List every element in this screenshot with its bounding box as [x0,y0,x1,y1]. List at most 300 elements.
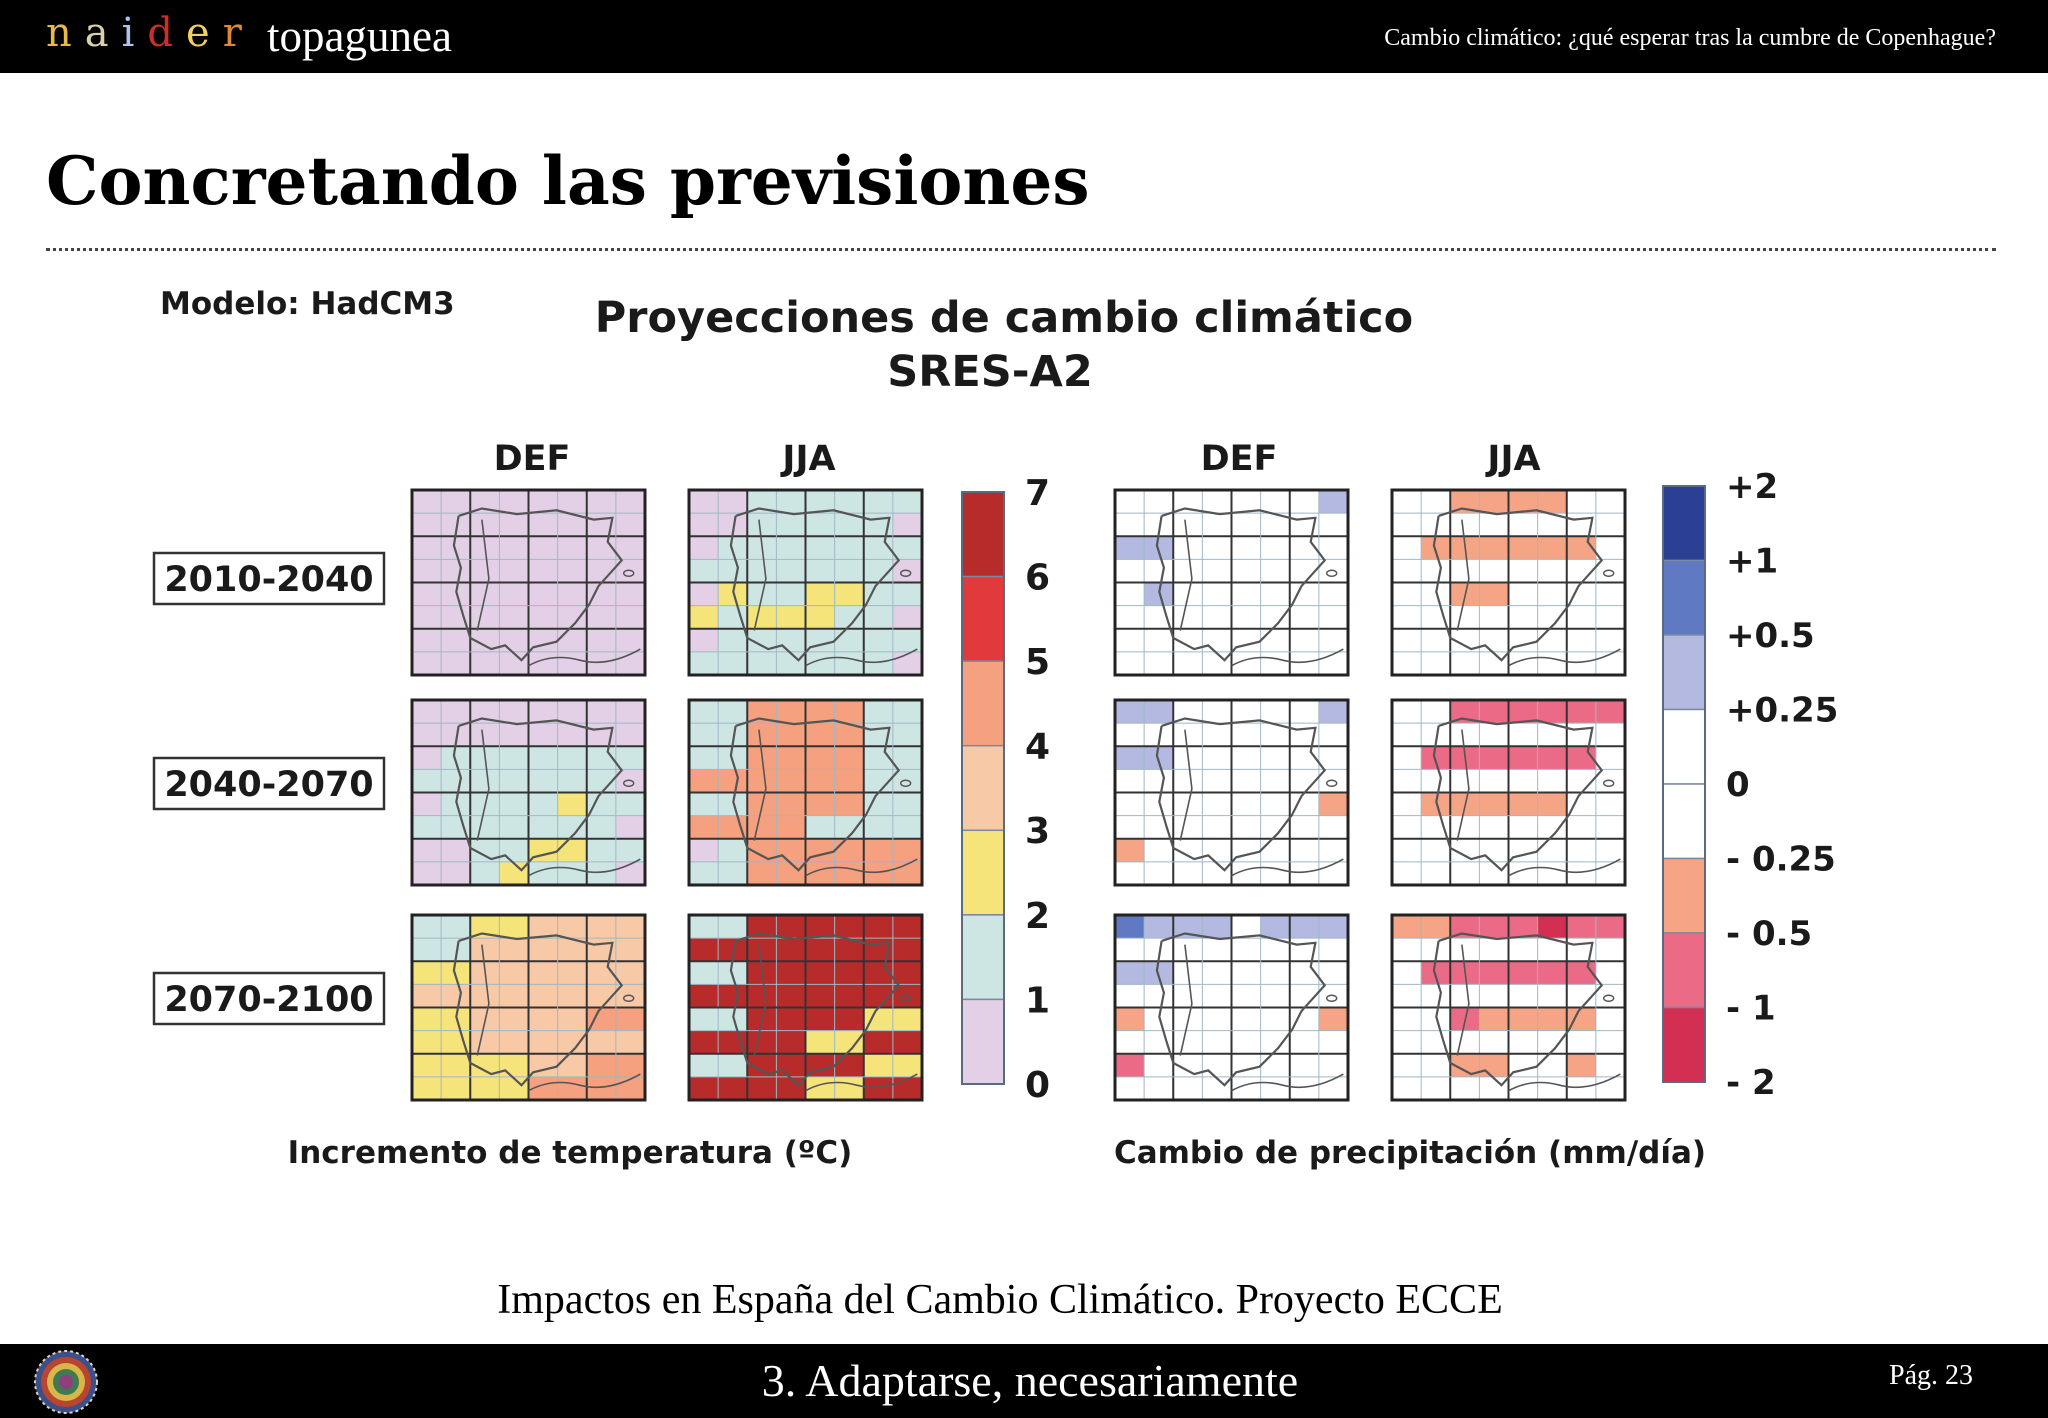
page-number: Pág. 23 [1889,1360,1973,1391]
temp-grid-cell [470,1077,499,1100]
precip-grid-cell [1479,793,1508,816]
temp-grid-cell [470,1031,499,1054]
temp-grid-cell [718,700,747,723]
temp-grid-cell [529,961,558,984]
temp-grid-cell [470,723,499,746]
temp-grid-cell [616,513,645,536]
temp-grid-cell [558,793,587,816]
temp-scale-segment [962,999,1004,1084]
precip-grid-cell [1261,839,1290,862]
temp-grid-cell [616,490,645,513]
precip-grid-cell [1509,961,1538,984]
temp-grid-cell [470,559,499,582]
temp-grid-cell [616,700,645,723]
temp-grid-cell [616,1077,645,1100]
temp-grid-cell [747,513,776,536]
temp-grid-cell [499,536,528,559]
precip-grid-cell [1232,583,1261,606]
temp-grid-cell [689,915,718,938]
temp-map-5 [689,915,922,1100]
balearic-islands [1604,995,1614,1001]
temp-grid-cell [893,746,922,769]
temp-grid-cell [835,984,864,1007]
temp-grid-cell [412,769,441,792]
precip-grid-cell [1202,536,1231,559]
temp-grid-cell [806,961,835,984]
temp-grid-cell [864,629,893,652]
temp-grid-cell [412,793,441,816]
precip-grid-cell [1319,915,1348,938]
precip-grid-cell [1232,961,1261,984]
temp-grid-cell [806,769,835,792]
precip-grid-cell [1392,700,1421,723]
temp-grid-cell [806,536,835,559]
temp-grid-cell [616,862,645,885]
temp-grid-cell [689,723,718,746]
precip-grid-cell [1115,629,1144,652]
precip-grid-cell [1232,746,1261,769]
temp-grid-cell [558,1077,587,1100]
temp-grid-cell [587,1077,616,1100]
temp-grid-cell [776,769,805,792]
precip-grid-cell [1596,1054,1625,1077]
temp-grid-cell [616,839,645,862]
precip-grid-cell [1144,700,1173,723]
temp-grid-cell [718,583,747,606]
temp-scale-tick-label: 1 [1025,980,1051,1022]
temp-grid-cell [776,536,805,559]
temp-map-0 [412,490,645,675]
temp-grid-cell [412,629,441,652]
temp-grid-cell [776,700,805,723]
temp-grid-cell [499,862,528,885]
temp-grid-cell [470,606,499,629]
precip-grid-cell [1115,583,1144,606]
precip-grid-cell [1290,839,1319,862]
precip-grid-cell [1319,1054,1348,1077]
temp-map-3 [689,700,922,885]
precip-grid-cell [1392,746,1421,769]
temp-grid-cell [835,793,864,816]
precip-grid-cell [1232,536,1261,559]
temp-grid-cell [864,839,893,862]
climate-projection-figure [140,270,1880,1210]
temp-grid-cell [499,513,528,536]
precip-grid-cell [1144,839,1173,862]
precip-grid-cell [1479,839,1508,862]
temp-grid-cell [616,583,645,606]
temp-grid-cell [893,490,922,513]
temp-grid-cell [470,513,499,536]
precip-grid-cell [1290,915,1319,938]
precip-grid-cell [1596,536,1625,559]
precip-grid-cell [1392,793,1421,816]
temp-grid-cell [893,816,922,839]
precip-grid-cell [1567,915,1596,938]
temp-scale-segment [962,577,1004,662]
temp-grid-cell [470,816,499,839]
temp-grid-cell [616,746,645,769]
precip-grid-cell [1261,700,1290,723]
temp-grid-cell [718,862,747,885]
precip-grid-cell [1421,1054,1450,1077]
logo-letter-5: r [222,10,255,56]
temp-grid-cell [616,536,645,559]
precip-grid-cell [1567,839,1596,862]
temp-grid-cell [806,1008,835,1031]
precip-grid-cell [1319,536,1348,559]
temp-grid-cell [835,490,864,513]
precip-grid-cell [1509,746,1538,769]
temp-grid-cell [412,746,441,769]
temp-grid-cell [776,915,805,938]
temp-grid-cell [558,862,587,885]
precip-scale-tick-label: - 0.25 [1726,839,1836,880]
precip-grid-cell [1290,629,1319,652]
temp-grid-cell [747,862,776,885]
temp-grid-cell [499,559,528,582]
precip-grid-cell [1596,793,1625,816]
temp-grid-cell [529,769,558,792]
slide-title: Concretando las previsiones [46,142,1090,220]
temp-grid-cell [806,583,835,606]
precip-grid-cell [1421,583,1450,606]
temp-grid-cell [864,1031,893,1054]
temp-grid-cell [893,862,922,885]
temp-grid-cell [864,1054,893,1077]
precip-grid-cell [1392,583,1421,606]
temp-grid-cell [776,1031,805,1054]
temp-scale-tick-label: 0 [1025,1064,1051,1106]
temp-grid-cell [718,490,747,513]
precip-grid-cell [1567,490,1596,513]
precip-grid-cell [1509,793,1538,816]
precip-grid-cell [1392,1054,1421,1077]
temp-grid-cell [587,1031,616,1054]
precip-grid-cell [1202,1008,1231,1031]
precip-grid-cell [1115,839,1144,862]
temp-grid-cell [441,1008,470,1031]
temp-grid-cell [529,746,558,769]
temperature-maps [412,490,922,1100]
temp-grid-cell [529,606,558,629]
presentation-subtitle: Cambio climático: ¿qué esperar tras la cumbre de Copenhague? [1384,25,1996,51]
logo-letter-0: n [46,10,85,56]
temp-grid-cell [616,938,645,961]
temp-grid-cell [499,606,528,629]
temp-grid-cell [747,984,776,1007]
precipitation-colorbar [1663,467,1838,1103]
precip-grid-cell [1144,1008,1173,1031]
precip-grid-cell [1202,793,1231,816]
temp-grid-cell [499,1008,528,1031]
precip-grid-cell [1538,1008,1567,1031]
precip-map-2 [1115,700,1348,885]
temp-grid-cell [529,536,558,559]
temp-grid-cell [689,984,718,1007]
precipitation-maps [1115,490,1625,1100]
temp-grid-cell [587,1054,616,1077]
temp-scale-segment [962,661,1004,746]
precip-grid-cell [1144,583,1173,606]
precip-grid-cell [1567,700,1596,723]
precip-grid-cell [1202,839,1231,862]
precip-grid-cell [1596,629,1625,652]
precip-grid-cell [1596,915,1625,938]
temp-grid-cell [835,862,864,885]
temp-grid-cell [529,559,558,582]
precip-grid-cell [1115,793,1144,816]
temp-grid-cell [412,961,441,984]
temp-grid-cell [689,513,718,536]
temp-grid-cell [776,652,805,675]
temp-grid-cell [747,938,776,961]
temp-scale-tick-label: 5 [1025,642,1051,684]
temp-grid-cell [441,559,470,582]
temp-grid-cell [718,1054,747,1077]
precip-grid-cell [1421,490,1450,513]
temp-scale-segment [962,915,1004,1000]
precip-grid-cell [1538,490,1567,513]
temp-grid-cell [412,839,441,862]
figure-title-line2: SRES-A2 [887,347,1093,397]
temp-grid-cell [689,938,718,961]
temp-grid-cell [893,700,922,723]
temp-grid-cell [412,606,441,629]
logo-word: topagunea [267,11,452,61]
temp-grid-cell [776,1077,805,1100]
temp-grid-cell [776,583,805,606]
temp-grid-cell [616,1031,645,1054]
temp-grid-cell [806,746,835,769]
precip-grid-cell [1202,583,1231,606]
temp-grid-cell [835,583,864,606]
precip-grid-cell [1319,629,1348,652]
temp-map-1 [689,490,922,675]
temp-grid-cell [776,816,805,839]
temp-grid-cell [835,1008,864,1031]
temp-season-jja: JJA [782,439,836,479]
precip-grid-cell [1261,961,1290,984]
precip-grid-cell [1261,629,1290,652]
temp-grid-cell [529,793,558,816]
temp-grid-cell [499,1054,528,1077]
precip-grid-cell [1421,700,1450,723]
precip-grid-cell [1202,490,1231,513]
temp-grid-cell [747,1077,776,1100]
precip-scale-segment [1663,933,1705,1008]
precip-grid-cell [1479,629,1508,652]
temp-grid-cell [412,938,441,961]
precip-grid-cell [1479,700,1508,723]
precip-grid-cell [1261,915,1290,938]
precip-grid-cell [1479,1054,1508,1077]
temp-grid-cell [616,606,645,629]
temp-scale-tick-label: 7 [1025,472,1051,514]
temp-grid-cell [893,652,922,675]
temp-grid-cell [558,559,587,582]
precip-scale-segment [1663,635,1705,710]
temp-grid-cell [616,723,645,746]
temp-grid-cell [776,629,805,652]
precip-grid-cell [1538,583,1567,606]
precip-scale-segment [1663,710,1705,785]
precip-grid-cell [1115,915,1144,938]
temp-grid-cell [893,793,922,816]
temp-grid-cell [470,652,499,675]
precip-grid-cell [1538,1054,1567,1077]
temp-grid-cell [587,816,616,839]
temp-grid-cell [747,816,776,839]
precip-grid-cell [1392,1008,1421,1031]
temp-grid-cell [747,769,776,792]
precip-scale-tick-label: +0.25 [1726,690,1839,731]
temp-grid-cell [529,723,558,746]
temp-grid-cell [441,583,470,606]
precip-grid-cell [1509,536,1538,559]
temp-grid-cell [747,723,776,746]
temp-grid-cell [776,559,805,582]
temp-grid-cell [470,862,499,885]
temp-grid-cell [689,629,718,652]
temp-grid-cell [529,513,558,536]
precip-grid-cell [1319,1008,1348,1031]
temp-grid-cell [499,723,528,746]
temp-grid-cell [412,536,441,559]
temp-grid-cell [864,700,893,723]
balearic-islands [1604,780,1614,786]
temp-grid-cell [718,652,747,675]
temp-grid-cell [864,652,893,675]
temp-grid-cell [747,1031,776,1054]
precip-grid-cell [1144,1054,1173,1077]
temp-grid-cell [587,490,616,513]
temp-grid-cell [747,606,776,629]
temp-grid-cell [835,915,864,938]
temp-grid-cell [470,769,499,792]
balearic-islands [1604,570,1614,576]
temp-grid-cell [893,915,922,938]
temp-grid-cell [558,984,587,1007]
temp-grid-cell [441,769,470,792]
precip-grid-cell [1261,490,1290,513]
precip-grid-cell [1202,746,1231,769]
temp-grid-cell [893,839,922,862]
precip-grid-cell [1392,536,1421,559]
temp-grid-cell [806,816,835,839]
precip-grid-cell [1479,915,1508,938]
temp-grid-cell [689,1031,718,1054]
precip-grid-cell [1596,1008,1625,1031]
projection-maps-svg [140,270,1880,1210]
precip-grid-cell [1290,490,1319,513]
logo-letter-3: d [147,10,187,56]
precip-scale-segment [1663,561,1705,636]
precip-scale-tick-label: - 2 [1726,1063,1776,1104]
precip-grid-cell [1567,629,1596,652]
precip-grid-cell [1392,839,1421,862]
temp-grid-cell [893,938,922,961]
precip-grid-cell [1538,793,1567,816]
temp-grid-cell [441,1077,470,1100]
temp-grid-cell [412,652,441,675]
precip-grid-cell [1421,839,1450,862]
precip-scale-tick-label: +2 [1726,467,1779,508]
temp-grid-cell [864,606,893,629]
temp-grid-cell [558,1054,587,1077]
precip-grid-cell [1567,1054,1596,1077]
temp-grid-cell [689,606,718,629]
temp-grid-cell [558,915,587,938]
temp-grid-cell [718,793,747,816]
precip-season-jja: JJA [1487,439,1541,479]
temp-grid-cell [616,629,645,652]
temp-grid-cell [689,839,718,862]
precip-grid-cell [1115,536,1144,559]
temp-grid-cell [893,1077,922,1100]
title-divider [46,248,1996,251]
temp-grid-cell [499,961,528,984]
temp-scale-segment [962,492,1004,577]
temp-grid-cell [776,839,805,862]
temp-grid-cell [835,536,864,559]
precip-grid-cell [1319,583,1348,606]
temp-grid-cell [587,915,616,938]
temp-grid-cell [835,1054,864,1077]
precip-grid-cell [1538,915,1567,938]
temp-grid-cell [776,961,805,984]
precip-scale-tick-label: +0.5 [1726,616,1815,657]
temp-grid-cell [529,1008,558,1031]
temp-grid-cell [412,1031,441,1054]
precip-grid-cell [1392,961,1421,984]
temp-grid-cell [499,769,528,792]
precip-grid-cell [1261,1054,1290,1077]
temp-scale-tick-label: 4 [1025,726,1051,768]
figure-source-caption: Impactos en España del Cambio Climático. Proyecto ECCE [497,1277,1503,1323]
temp-grid-cell [747,652,776,675]
temp-grid-cell [835,769,864,792]
precip-scale-tick-label: - 0.5 [1726,914,1813,955]
temp-grid-cell [893,961,922,984]
precip-grid-cell [1261,1008,1290,1031]
temp-grid-cell [558,629,587,652]
temp-grid-cell [718,915,747,938]
logo-letter-2: i [121,10,148,56]
balearic-islands [1327,995,1337,1001]
naider-logo [46,10,255,56]
temp-grid-cell [747,559,776,582]
precip-grid-cell [1261,583,1290,606]
logo-letter-1: a [84,10,122,56]
precip-grid-cell [1479,1008,1508,1031]
temp-grid-cell [441,700,470,723]
precip-scale-segment [1663,486,1705,561]
precip-scale-segment [1663,784,1705,859]
temp-grid-cell [776,1054,805,1077]
precip-scale-tick-label: +1 [1726,541,1779,582]
temp-grid-cell [587,700,616,723]
temp-grid-cell [441,915,470,938]
precip-scale-segment [1663,859,1705,934]
period-text-1: 2010-2040 [164,560,374,600]
temp-scale-segment [962,830,1004,915]
temp-grid-cell [806,1031,835,1054]
precip-grid-cell [1144,629,1173,652]
temp-scale-tick-label: 2 [1025,895,1051,937]
temp-grid-cell [412,1054,441,1077]
temp-grid-cell [499,746,528,769]
